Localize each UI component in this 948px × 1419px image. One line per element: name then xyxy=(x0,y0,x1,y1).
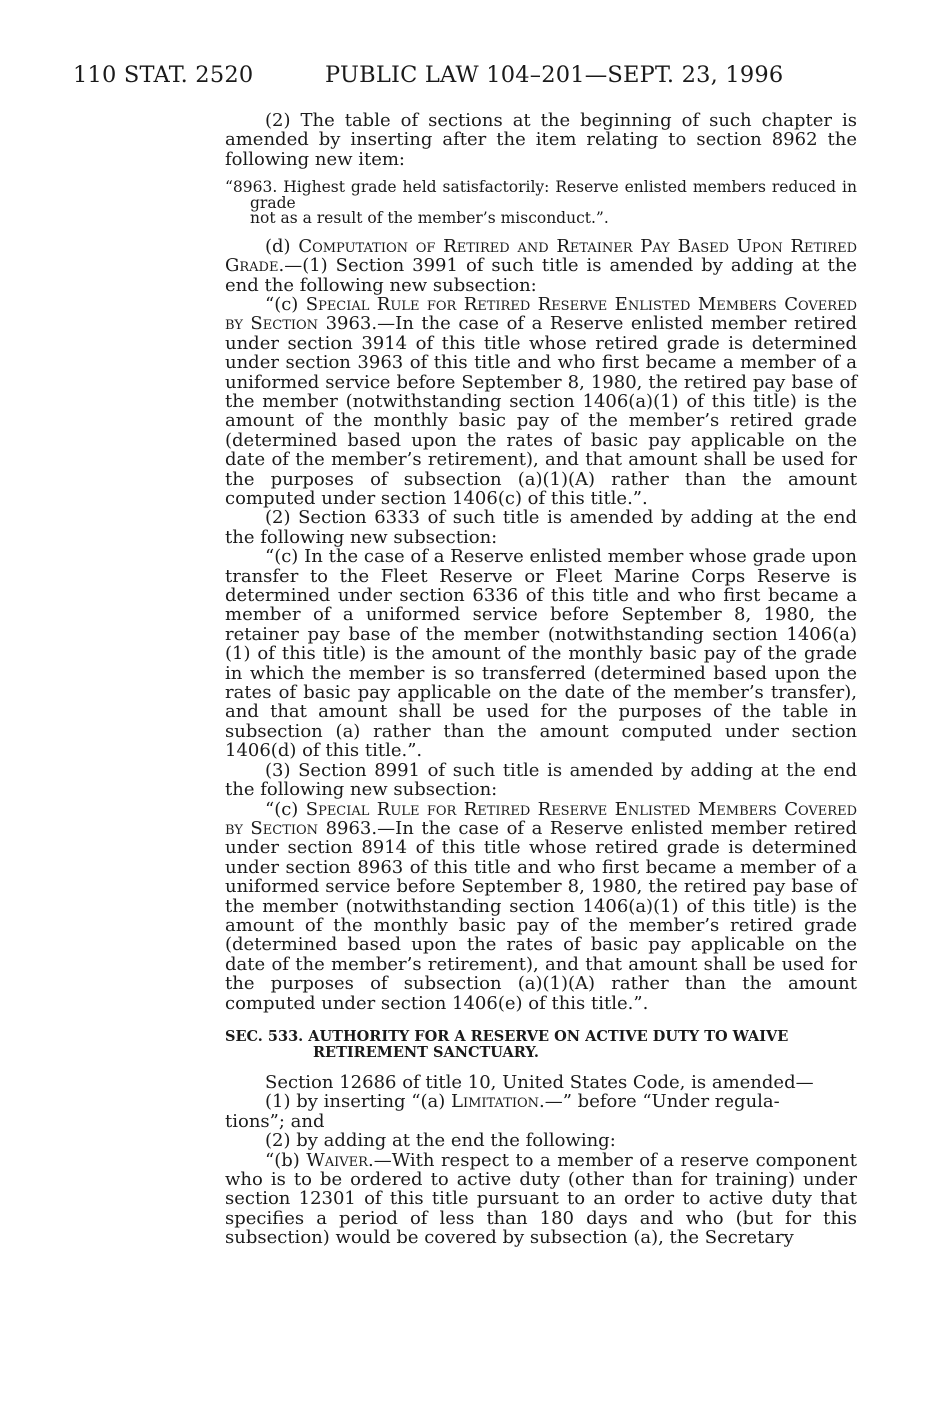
section-533-heading xyxy=(225,1029,857,1061)
paragraph-d2: (2) Section 6333 of such title is amended by adding at the end the following new subsection: xyxy=(225,507,857,548)
quote-prefix: “(c) xyxy=(265,798,306,820)
subsection-d-label: (d) xyxy=(265,235,299,257)
section-533-item-2: (2) by adding at the end the following: xyxy=(265,1130,616,1152)
table-of-sections-item xyxy=(225,180,857,227)
document-body xyxy=(225,111,857,1248)
quoted-subsection-3991c xyxy=(225,295,857,508)
quote-text: —In the case of a Reserve enlisted member retired under section 3914 of this title whose retired grade is determined under section 3963 of this title and who first became a member of a uniformed service before September 8, 1980, the retired pay base of the member (notwithstanding section 1406(a)(1) of this title) is the amount of the monthly basic pay of the member’s retired grade (determined based upon the rates of basic pay applicable on the date of the member’s retirement), and that amount shall be used for the purposes of subsection (a)(1)(A) rather than the amount computed under section 1406(c) of this title.”. xyxy=(225,313,857,509)
item-1-pre: (1) by inserting “(a) xyxy=(265,1091,452,1113)
section-533-line-2: RETIREMENT SANCTUARY. xyxy=(313,1043,539,1061)
subsection-b-waiver xyxy=(225,1151,857,1248)
toc-line-2: not as a result of the member’s misconduct.”. xyxy=(250,209,609,228)
quote-prefix: “(c) xyxy=(265,293,306,315)
public-law-citation: PUBLIC LAW 104–201—SEPT. 23, 1996 xyxy=(325,62,784,88)
quote-heading: Special Rule for Retired Reserve Enlisted Members Covered by Section 8963. xyxy=(225,798,857,839)
section-533-item-1 xyxy=(225,1092,857,1131)
quote-text: —In the case of a Reserve enlisted member retired under section 8914 of this title whose retired grade is determined under section 8963 of this title and who first became a member of a uniformed service before September 8, 1980, the retired pay base of the member (notwithstanding section 1406(a)(1) of this title) is the amount of the monthly basic pay of the member’s retired grade (determined based upon the rates of basic pay applicable on the date of the member’s retirement), and that amount shall be used for the purposes of subsection (a)(1)(A) rather than the amount computed under section 1406(e) of this title.”. xyxy=(225,817,857,1014)
subsection-d xyxy=(225,237,857,295)
item-1-post: —” before “Under regula- xyxy=(544,1091,780,1113)
waiver-heading: Waiver. xyxy=(306,1149,374,1171)
quote-heading: Special Rule for Retired Reserve Enlisted Members Covered by Section 3963. xyxy=(225,293,857,335)
paragraph-2: (2) The table of sections at the beginning of such chapter is amended by inserting after the item relating to section 8962 the following new item: xyxy=(225,110,857,170)
subsection-d-heading: Computation of Retired and Retainer Pay Based Upon Retired Grade. xyxy=(225,235,857,277)
toc-line-1: “8963. Highest grade held satisfactorily: Reserve enlisted members reduced in grade xyxy=(225,178,857,212)
waiver-prefix: “(b) xyxy=(265,1149,307,1171)
section-533-line-1: SEC. 533. AUTHORITY FOR A RESERVE ON ACTIVE DUTY TO WAIVE xyxy=(225,1027,789,1045)
quoted-subsection-8991c xyxy=(225,800,857,1013)
quoted-subsection-6333c: “(c) In the case of a Reserve enlisted member whose grade upon transfer to the Fleet Reserve or Fleet Marine Corps Reserve is determined under section 6336 of this title and who first became a member of a uniformed service before September 8, 1980, the retainer pay base of the member (notwithstanding section 1406(a)(1) of this title) is the amount of the monthly basic pay of the grade in which the member is so transferred (determined based upon the rates of basic pay applicable on the date of the member’s transfer), and that amount shall be used for the purposes of the table in subsection (a) rather than the amount computed under section 1406(d) of this title.”. xyxy=(225,546,857,762)
item-1-limitation: Limitation. xyxy=(451,1091,545,1113)
paragraph-d3: (3) Section 8991 of such title is amended by adding at the end the following new subsection: xyxy=(225,759,857,801)
item-1-continuation: tions”; and xyxy=(225,1110,325,1132)
waiver-text: —With respect to a member of a reserve component who is to be ordered to active duty (other than for training) under section 12301 of this title pursuant to an order to active duty that specifies a period of less than 180 days and who (but for this subsection) would be covered by subsection (a), the Secretary xyxy=(225,1149,857,1249)
section-533-intro: Section 12686 of title 10, United States Code, is amended— xyxy=(265,1071,814,1093)
statute-page-number: 110 STAT. 2520 xyxy=(73,62,254,88)
subsection-d-text: —(1) Section 3991 of such title is amended by adding at the end the following new subsection: xyxy=(225,255,857,296)
